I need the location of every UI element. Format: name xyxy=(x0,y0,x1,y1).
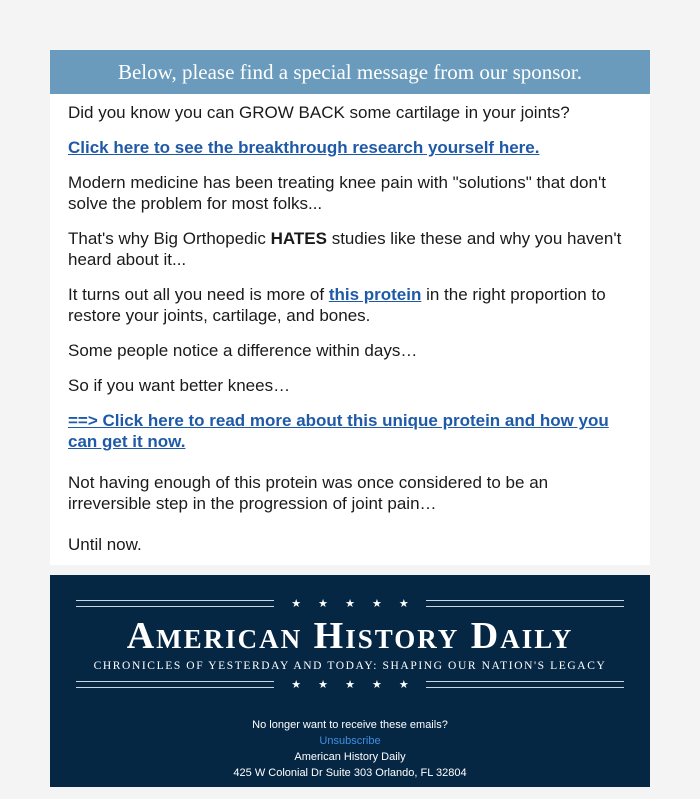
company-name: American History Daily xyxy=(294,751,406,763)
brand-tagline: CHRONICLES OF YESTERDAY AND TODAY: SHAPING OUR NATION'S LEGACY xyxy=(93,660,607,672)
hates-paragraph xyxy=(68,228,632,270)
protein-link[interactable]: this protein xyxy=(328,285,422,304)
stars-icon: ★ ★ ★ ★ ★ xyxy=(291,679,416,691)
footer xyxy=(50,575,650,787)
irreversible-text: Not having enough of this protein was once considered to be an irreversible step in the progression of joint pain… xyxy=(68,473,549,513)
hates-text-before: That's why Big Orthopedic xyxy=(68,229,271,248)
unsubscribe-link[interactable]: Unsubscribe xyxy=(319,735,381,747)
modern-medicine-text: Modern medicine has been treating knee pain with "solutions" that don't solve the problem for most folks... xyxy=(68,173,606,213)
email-body xyxy=(50,94,650,565)
hates-bold: HATES xyxy=(270,229,327,248)
masthead-bottom-rule xyxy=(76,678,624,691)
masthead-top-rule xyxy=(76,597,624,610)
rule-line xyxy=(76,681,274,688)
hates-text-after: studies like these and why you haven't heard about it... xyxy=(68,229,622,269)
company-address: 425 W Colonial Dr Suite 303 Orlando, FL 32804 xyxy=(233,767,467,779)
protein-text-before: It turns out all you need is more of xyxy=(68,285,329,304)
rule-line xyxy=(76,600,274,607)
masthead-logo xyxy=(76,597,624,691)
sponsor-banner xyxy=(50,50,650,94)
brand-title: American History Daily xyxy=(126,615,574,657)
read-more-link-paragraph xyxy=(68,410,632,452)
intro-text: Did you know you can GROW BACK some cartilage in your joints? xyxy=(68,103,570,122)
read-more-link[interactable]: ==> Click here to read more about this unique protein and how you can get it now. xyxy=(68,411,609,451)
until-now-text: Until now. xyxy=(68,535,142,554)
protein-text-after: in the right proportion to restore your joints, cartilage, and bones. xyxy=(68,285,606,325)
email-container xyxy=(50,50,650,787)
research-link-paragraph xyxy=(68,137,632,158)
footer-info xyxy=(50,717,650,781)
research-link[interactable]: Click here to see the breakthrough research yourself here. xyxy=(68,138,540,157)
protein-paragraph xyxy=(68,284,632,326)
rule-line xyxy=(426,600,624,607)
knees-text: So if you want better knees… xyxy=(68,376,291,395)
sponsor-banner-text: Below, please find a special message from our sponsor. xyxy=(117,59,583,84)
optout-text: No longer want to receive these emails? xyxy=(252,719,448,731)
rule-line xyxy=(426,681,624,688)
days-text: Some people notice a difference within days… xyxy=(68,341,418,360)
stars-icon: ★ ★ ★ ★ ★ xyxy=(291,598,416,610)
